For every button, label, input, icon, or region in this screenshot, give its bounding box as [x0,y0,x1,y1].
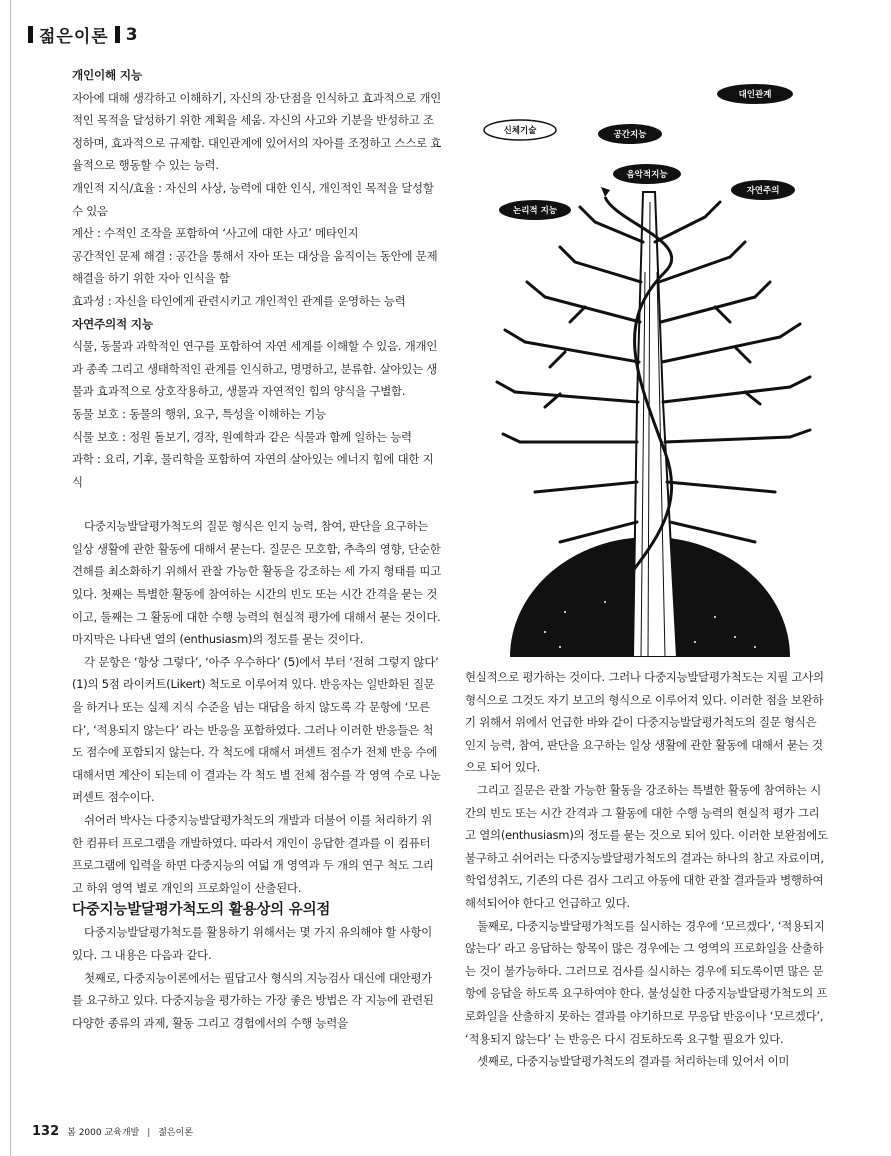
header-bar-icon [28,26,33,43]
body-paragraph: 각 문항은 ‘항상 그렇다’, ‘아주 우수하다’ (5)에서 부터 ‘전혀 그렇지 않다’ (1)의 5점 라이커트(Likert) 척도로 이루어져 있다. 반응자는 일반화된 질문을 하거나 또는 실제 지식 수준을 넘는 대답을 하지 않도록 각 문항에 ‘모른다’, ‘적용되지 않는다’ 라는 반응을 포함하였다. 그러나 이러한 반응들은 척도 점수에 포함되지 않는다. 각 척도에 대해서 퍼센트 점수가 전체 반응 수에 대해서면 계산이 되는데 이 결과는 각 척도 별 전체 점수를 각 영역 수로 나눈 퍼센트 점수이다. [72,654,441,805]
bubble-label: 논리적 지능 [512,206,558,216]
bubble-musical [613,164,681,184]
intrapersonal-item: 계산 : 수적인 조작을 포함하여 ‘사고에 대한 사고’ 메타인지 [72,226,359,241]
bubble-spatial [598,124,662,144]
bubble-bodily [484,120,556,140]
page-footer [32,1124,193,1139]
header-title: 젊은이론 [39,27,109,47]
body-paragraph: 다중지능발달평가척도의 질문 형식은 인지 능력, 참여, 판단을 요구하는 일상 생활에 관한 활동에 대해서 묻는다. 질문은 모호함, 추측의 영향, 단순한 견해를 최소화하기 위해서 관찰 가능한 활동을 강조하는 세 가지 형태를 띠고 있다. 첫째는 특별한 활동에 참여하는 시간의 빈도 또는 시간 간격을 묻는 것이고, 둘째는 그 활동에 대한 수행 능력의 현실적 평가에 대해서 묻는 것이다. 마지막은 나타낸 열의 (enthusiasm)의 정도를 묻는 것이다. [72,519,442,647]
body-paragraph: 그리고 질문은 관찰 가능한 활동을 강조하는 특별한 활동에 참여하는 시간의 빈도 또는 시간 간격과 그 활동에 대한 수행 능력의 현실적 평가 그리고 열의(enthusiasm)의 정도를 묻는 것으로 되어 있다. 이러한 보완점에도 불구하고 쉬어러는 다중지능발달평가척도의 결과는 하나의 참고 자료이며, 학업성취도, 기존의 다른 검사 그리고 아동에 대한 관찰 결과들과 병행하여 해석되어야 한다고 언급하고 있다. [465,782,828,910]
tree-illustration [465,72,835,657]
journal-name: 봄 2000 교육개발 [67,1128,140,1138]
intrapersonal-item: 개인적 지식/효율 : 자신의 사상, 능력에 대한 인식, 개인적인 목적을 달성할 수 있음 [72,180,434,218]
bubble-label: 공간지능 [613,130,647,140]
section-title: 다중지능발달평가척도의 활용상의 유의점 [72,902,331,919]
header-bar-icon [115,26,120,43]
right-column [465,666,830,1073]
header-issue: 3 [125,24,139,45]
naturalist-item: 과학 : 요리, 기후, 물리학을 포함하여 자연의 살아있는 에너지 힘에 대한 지식 [72,452,434,489]
body-paragraph: 쉬어러 박사는 다중지능발달평가척도의 개발과 더불어 이를 처리하기 위한 컴퓨터 프로그램을 개발하였다. 따라서 개인이 응답한 결과를 이 컴퓨터 프로그램에 입력을 하면 다중지능의 여덟 개 영역과 두 개의 연구 척도 그리고 하위 영역 별로 개인의 프로화일이 산출된다. [72,813,434,895]
footer-separator: | [147,1128,151,1138]
naturalist-title: 자연주의적 지능 [72,316,153,331]
bubble-label: 신체기술 [503,126,537,136]
body-paragraph: 현실적으로 평가하는 것이다. 그러나 다중지능발달평가척도는 지필 고사의 형식으로 그것도 자기 보고의 형식으로 이루어져 있다. 이러한 점을 보완하기 위해서 위에서 언급한 바와 같이 다중지능발달평가척도의 질문 형식은 인지 능력, 참여, 판단을 요구하는 일상 생활에 관한 활동에 대해서 묻는 것으로 되어 있다. [465,670,824,775]
intrapersonal-title: 개인이해 지능 [72,68,142,82]
bubble-interpersonal [717,84,793,104]
bubble-label: 자연주의 [746,186,780,196]
bubble-label: 대인관계 [738,90,772,100]
naturalist-item: 식물 보호 : 정원 돌보기, 경작, 원예학과 같은 식물과 함께 일하는 능력 [72,429,412,444]
bubble-logical [499,200,571,220]
page-header [28,22,139,47]
page-number: 132 [32,1124,60,1139]
left-column [72,64,442,1034]
page-edge-line [10,0,11,1156]
naturalist-item: 동물 보호 : 동물의 행위, 요구, 특성을 이해하는 기능 [72,406,326,421]
naturalist-body: 식물, 동물과 과학적인 연구를 포함하여 자연 세계를 이해할 수 있음. 개개인과 종족 그리고 생태학적인 관계를 인식하고, 명명하고, 분류함. 살아있는 생물과 효과적으로 상호작용하고, 생물과 자연적인 힘의 양식을 구별함. [72,339,438,399]
vine-arrow-icon [601,187,610,197]
body-paragraph: 첫째로, 다중지능이론에서는 필답고사 형식의 지능검사 대신에 대안평가를 요구하고 있다. 다중지능을 평가하는 가장 좋은 방법은 각 지능에 관련된 다양한 종류의 과제, 활동 그리고 경험에서의 수행 능력을 [72,970,434,1030]
footer-section: 젊은이론 [158,1128,194,1138]
intrapersonal-body: 자아에 대해 생각하고 이해하기, 자신의 장·단점을 인식하고 효과적으로 개인적인 목적을 달성하기 위한 계획을 세움. 자신의 사고와 기분을 반성하고 조정하며, 효과적으로 규제함. 대인관계에 있어서의 자아를 조정하고 스스로 효율적으로 행동할 수 있는 능력. [72,90,442,173]
body-paragraph: 셋째로, 다중지능발달평가척도의 결과를 처리하는데 있어서 이미 [477,1054,790,1069]
body-paragraph: 둘째로, 다중지능발달평가척도를 실시하는 경우에 ‘모르겠다’, ‘적용되지 않는다’ 라고 응답하는 항목이 많은 경우에는 그 영역의 프로화일을 산출하는 것이 불가능하다. 그러므로 검사를 실시하는 경우에 되도록이면 많은 문항에 응답을 하도록 요구하여야 한다. 불성실한 다중지능발달평가척도의 프로화일을 산출하지 못하는 결과를 야기하므로 무응답 반응이나 ‘모르겠다’, ‘적용되지 않는다’ 는 반응은 다시 검토하도록 요구할 필요가 있다. [465,918,828,1046]
intrapersonal-item: 효과성 : 자신을 타인에게 관련시키고 개인적인 관계를 운영하는 능력 [72,293,406,308]
intrapersonal-item: 공간적인 문제 해결 : 공간을 통해서 자아 또는 대상을 움직이는 동안에 문제 해결을 하기 위한 자아 인식을 함 [72,248,438,286]
bubble-label: 음악적지능 [626,170,668,180]
body-paragraph: 다중지능발달평가척도를 활용하기 위해서는 몇 가지 유의해야 할 사항이 있다. 그 내용은 다음과 같다. [72,925,433,962]
bubble-naturalist [731,180,795,200]
